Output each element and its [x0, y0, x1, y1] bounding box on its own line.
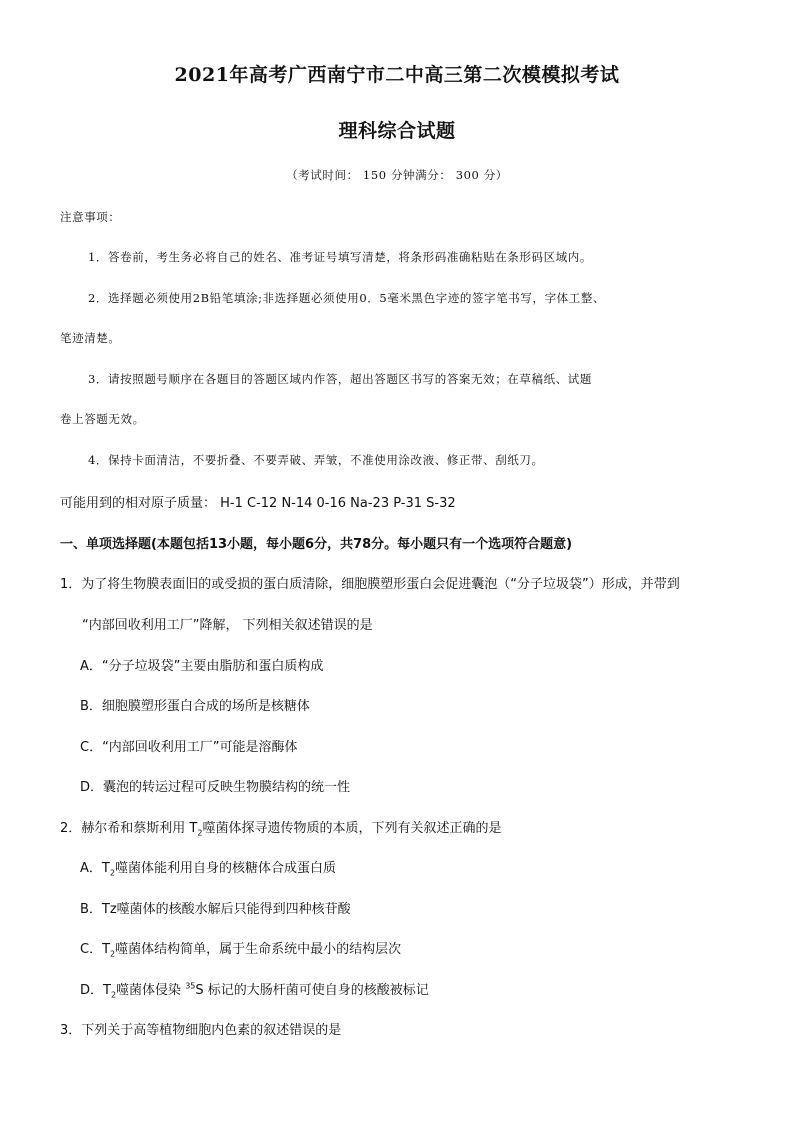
q2-option-a-suffix: 噬菌体能利用自身的核糖体合成蛋白质 — [114, 861, 336, 876]
question-3-stem: 3．下列关于高等植物细胞内色素的叙述错误的是 — [60, 1023, 342, 1038]
q2-option-d-superscript: 35 — [185, 981, 196, 991]
notice-item-2-line-1: 2．选择题必须使用2B铅笔填涂;非选择题必须使用0．5毫米黑色字迹的签字笔书写，字体工整、 — [88, 291, 606, 305]
question-2-stem-subscript: 2 — [197, 828, 203, 838]
question-1-option-d: D．囊泡的转运过程可反映生物膜结构的统一性 — [80, 780, 351, 795]
question-1-option-b: B．细胞膜塑形蛋白合成的场所是核糖体 — [80, 699, 310, 714]
exam-subtitle: 理科综合试题 — [338, 120, 456, 142]
atomic-masses-line: 可能用到的相对原子质量： H-1 C-12 N-14 0-16 Na-23 P-31 S-32 — [60, 496, 456, 511]
q2-option-d-prefix: D．T — [80, 983, 111, 998]
q2-option-d-middle: 噬菌体侵染 — [116, 983, 186, 998]
section-1-heading: 一、单项选择题(本题包括13小题，每小题6分，共78分。每小题只有一个选项符合题意) — [60, 537, 573, 552]
question-2-option-a — [80, 857, 336, 878]
q2-option-a-prefix: A．T — [80, 861, 110, 876]
question-2-stem — [60, 817, 501, 838]
q2-option-d-suffix: S 标记的大肠杆菌可使自身的核酸被标记 — [195, 983, 429, 998]
notice-heading: 注意事项： — [60, 210, 121, 224]
question-2-stem-prefix: 2．赫尔希和蔡斯利用 T — [60, 821, 198, 836]
question-1-option-a: A．“分子垃圾袋”主要由脂肪和蛋白质构成 — [80, 659, 324, 674]
question-1-stem-line-1: 1．为了将生物膜表面旧的或受损的蛋白质清除，细胞膜塑形蛋白会促进囊泡（“分子垃圾袋”）形成，并带到 — [60, 577, 680, 592]
exam-title: 2021年高考广西南宁市二中高三第二次模模拟考试 — [174, 64, 620, 86]
notice-item-3-line-2: 卷上答题无效。 — [60, 412, 145, 426]
notice-item-3-line-1: 3．请按照题号顺序在各题目的答题区域内作答，超出答题区书写的答案无效；在草稿纸、试题 — [88, 372, 593, 386]
question-1-option-c: C．“内部回收利用工厂”可能是溶酶体 — [80, 740, 298, 755]
notice-item-2-line-2: 笔迹清楚。 — [60, 331, 121, 345]
question-2-option-d — [80, 979, 429, 1000]
q2-option-c-prefix: C．T — [80, 942, 111, 957]
q2-option-c-subscript: 2 — [110, 949, 116, 959]
exam-info: （考试时间： 150 分钟满分： 300 分） — [286, 168, 508, 182]
question-2-option-c — [80, 938, 401, 959]
notice-item-1: 1．答卷前，考生务必将自己的姓名、准考证号填写清楚，将条形码准确粘贴在条形码区域内。 — [88, 250, 593, 264]
question-2-stem-suffix: 噬菌体探寻遗传物质的本质，下列有关叙述正确的是 — [202, 821, 502, 836]
q2-option-d-subscript: 2 — [110, 990, 117, 1000]
q2-option-a-subscript: 2 — [109, 868, 115, 878]
notice-item-4: 4．保持卡面清洁，不要折叠、不要弄破、弄皱，不准使用涂改液、修正带、刮纸刀。 — [88, 453, 544, 467]
question-1-stem-line-2: “内部回收利用工厂”降解， 下列相关叙述错误的是 — [82, 618, 373, 633]
question-2-option-b: B．Tz噬菌体的核酸水解后只能得到四种核苷酸 — [80, 902, 351, 917]
q2-option-c-suffix: 噬菌体结构简单，属于生命系统中最小的结构层次 — [115, 942, 402, 957]
